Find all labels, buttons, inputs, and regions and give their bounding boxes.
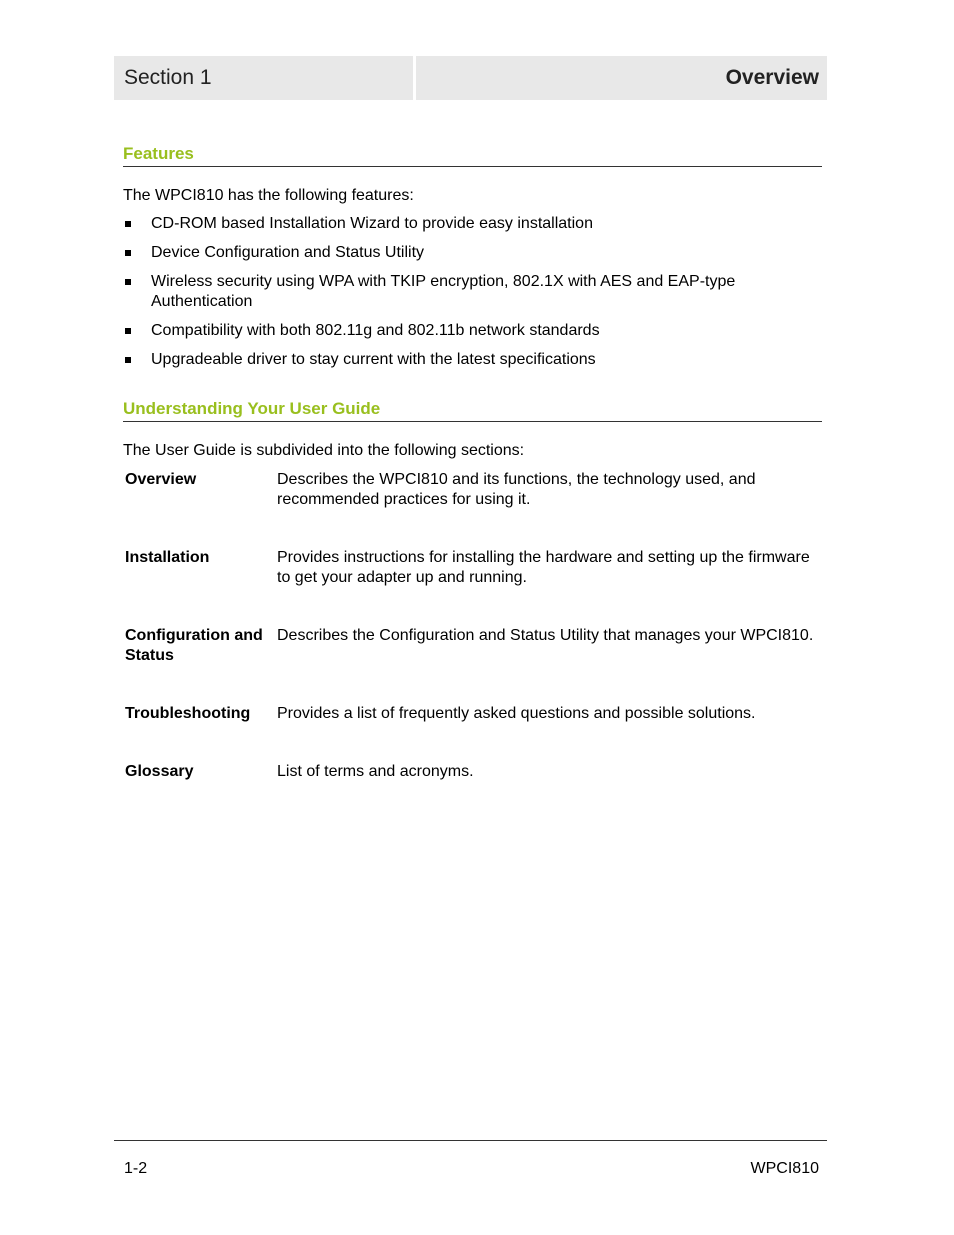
- page-header: [114, 56, 827, 100]
- features-intro: The WPCI810 has the following features:: [123, 187, 414, 204]
- section-title: Overview: [416, 56, 827, 100]
- list-item-text: CD-ROM based Installation Wizard to provide easy installation: [151, 215, 593, 232]
- product-name: WPCI810: [750, 1160, 819, 1177]
- guide-desc: Provides a list of frequently asked questions and possible solutions.: [277, 705, 756, 722]
- list-item-text: Device Configuration and Status Utility: [151, 244, 425, 261]
- list-item-text: Upgradeable driver to stay current with the latest specifications: [151, 351, 596, 368]
- guide-intro: The User Guide is subdivided into the following sections:: [123, 442, 525, 459]
- list-item: [123, 321, 822, 341]
- footer-divider: [114, 1140, 827, 1141]
- guide-row-installation: [125, 548, 822, 588]
- list-item-text: Wireless security using WPA with TKIP encryption, 802.1X with AES and EAP-type Authentication: [151, 273, 736, 310]
- list-item: [123, 350, 822, 370]
- bullet-square-icon: [125, 328, 131, 334]
- list-item: [123, 243, 822, 263]
- bullet-square-icon: [125, 357, 131, 363]
- guide-term: Installation: [125, 549, 210, 566]
- list-item: [123, 214, 822, 234]
- guide-desc: List of terms and acronyms.: [277, 763, 474, 780]
- guide-heading: Understanding Your User Guide: [123, 399, 822, 422]
- list-item: [123, 272, 822, 312]
- guide-row-glossary: [125, 762, 822, 782]
- features-heading: Features: [123, 144, 822, 167]
- guide-term: Glossary: [125, 763, 194, 780]
- guide-term: Overview: [125, 471, 197, 488]
- guide-term: Troubleshooting: [125, 705, 251, 722]
- bullet-square-icon: [125, 221, 131, 227]
- bullet-square-icon: [125, 250, 131, 256]
- guide-row-configuration: [125, 626, 822, 666]
- list-item-text: Compatibility with both 802.11g and 802.11b network standards: [151, 322, 600, 339]
- guide-row-overview: [125, 470, 822, 510]
- guide-desc: Describes the Configuration and Status Utility that manages your WPCI810.: [277, 627, 814, 644]
- section-label: Section 1: [114, 56, 413, 100]
- page-number: 1-2: [124, 1160, 148, 1177]
- guide-row-troubleshooting: [125, 704, 822, 724]
- guide-desc: Describes the WPCI810 and its functions, the technology used, and recommended practices for using it.: [277, 471, 756, 508]
- features-list: [123, 214, 822, 379]
- guide-desc: Provides instructions for installing the hardware and setting up the firmware to get your adapter up and running.: [277, 549, 810, 586]
- bullet-square-icon: [125, 279, 131, 285]
- guide-term: Configuration and Status: [125, 627, 263, 664]
